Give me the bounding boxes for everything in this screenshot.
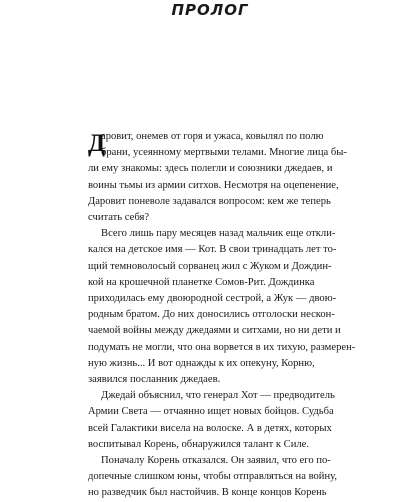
text-line: родным братом. До них доносились отголоски нескон- xyxy=(88,309,335,321)
chapter-title: ПРОЛОГ xyxy=(171,1,249,19)
text-line: подумать не могли, что она ворвется в их тихую, размерен- xyxy=(88,341,356,353)
text-line: кой на крошечной планетке Сомов-Рит. Дождинка xyxy=(88,276,315,288)
text-line: Поначалу Корень отказался. Он заявил, что его по- xyxy=(101,455,331,467)
text-line: Армии Света — отчаянно ищет новых бойцов. Судьба xyxy=(88,406,334,418)
text-line: допечные слишком юны, чтобы отправляться на войну, xyxy=(88,471,338,483)
text-line: аровит, онемев от горя и ужаса, ковылял по полю xyxy=(101,131,324,142)
text-line: Даровит поневоле задавался вопросом: кем же теперь xyxy=(88,195,331,207)
text-line: воины тьмы из армии ситхов. Несмотря на оцепенение, xyxy=(88,179,339,191)
text-line: брани, усеянному мертвыми телами. Многие лица бы- xyxy=(101,147,347,159)
body-text xyxy=(88,129,386,502)
paragraph-3 xyxy=(88,388,386,453)
paragraph-1 xyxy=(88,129,386,226)
text-line: всей Галактики висела на волоске. А в детях, которых xyxy=(88,422,332,434)
text-line: но разведчик был настойчив. В конце концов Корень xyxy=(88,487,327,499)
text-line: заявился посланник джедаев. xyxy=(88,374,221,386)
text-line: считать себя? xyxy=(88,212,150,224)
text-line: воспитывал Корень, обнаружился талант к Силе. xyxy=(88,438,310,450)
paragraph-2 xyxy=(88,226,386,388)
text-line: ную жизнь... И вот однажды к их опекуну, Корню, xyxy=(88,357,315,369)
text-line: приходилась ему двоюродной сестрой, а Жук — двою- xyxy=(88,293,337,305)
text-line: щий темноволосый сорванец жил с Жуком и Дождин- xyxy=(88,260,332,272)
drop-cap: Д xyxy=(88,130,106,157)
paragraph-4 xyxy=(88,453,386,502)
text-line: Всего лишь пару месяцев назад мальчик еще откли- xyxy=(101,228,336,240)
text-line: Джедай объяснил, что генерал Хот — предводитель xyxy=(101,390,335,402)
text-line: ли ему знакомы: здесь полегли и союзники джедаев, и xyxy=(88,163,333,175)
text-line: чаемой войны между джедаями и ситхами, но ни дети и xyxy=(88,325,341,337)
text-line: кался на детское имя — Кот. В свои тринадцать лет то- xyxy=(88,244,337,256)
